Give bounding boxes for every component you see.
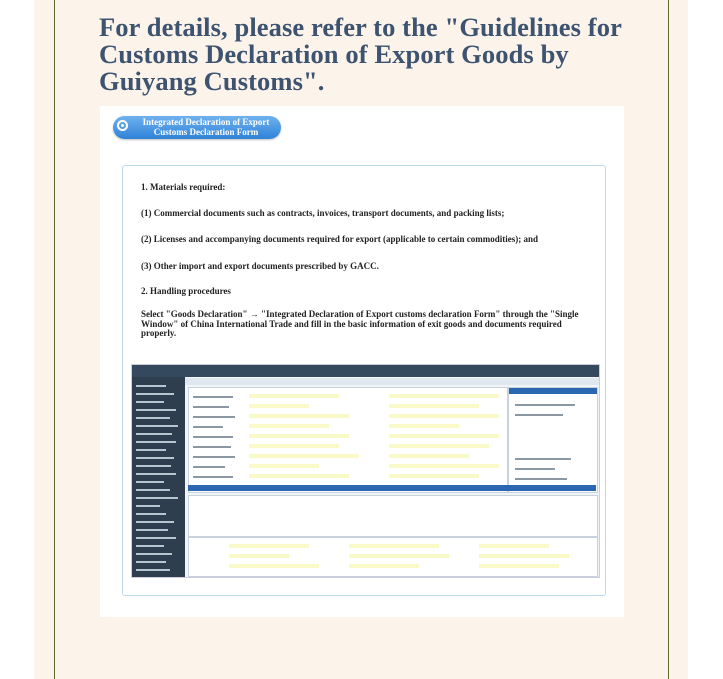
form-title-badge bbox=[113, 116, 281, 139]
screenshot-grid bbox=[188, 495, 598, 537]
materials-item-3: (3) Other import and export documents prescribed by GACC. bbox=[141, 261, 379, 271]
screenshot-side-pane bbox=[508, 387, 598, 493]
badge-line-2: Customs Declaration Form bbox=[153, 126, 259, 137]
instructions-panel bbox=[122, 165, 606, 596]
screenshot-toolbar bbox=[132, 365, 599, 377]
screenshot-form-pane bbox=[188, 387, 508, 493]
instruction-card bbox=[100, 106, 624, 617]
screenshot-tab-strip bbox=[185, 378, 599, 385]
page-heading: For details, please refer to the "Guidelines for Customs Declaration of Export Goods by Guiyang Customs". bbox=[99, 12, 622, 96]
screenshot-lower-form bbox=[188, 537, 598, 577]
procedure-text: Select "Goods Declaration" → "Integrated Declaration of Export customs declaration Form" through the "Single Window" of China International Trade and fill in the basic information of exit goods and documents required properly. bbox=[141, 309, 579, 338]
radio-circle-icon bbox=[117, 120, 128, 131]
screenshot-grid-header bbox=[188, 485, 596, 491]
form-title-badge-text bbox=[131, 118, 281, 137]
screenshot-sidebar bbox=[132, 377, 185, 577]
materials-title: 1. Materials required: bbox=[141, 182, 226, 192]
declaration-form-screenshot bbox=[131, 364, 600, 578]
materials-item-1: (1) Commercial documents such as contracts, invoices, transport documents, and packing lists; bbox=[141, 208, 505, 218]
procedures-title: 2. Handling procedures bbox=[141, 286, 231, 296]
badge-line-1: Integrated Declaration of Export bbox=[142, 117, 270, 127]
materials-item-2: (2) Licenses and accompanying documents required for export (applicable to certain commodities); and bbox=[141, 234, 538, 244]
